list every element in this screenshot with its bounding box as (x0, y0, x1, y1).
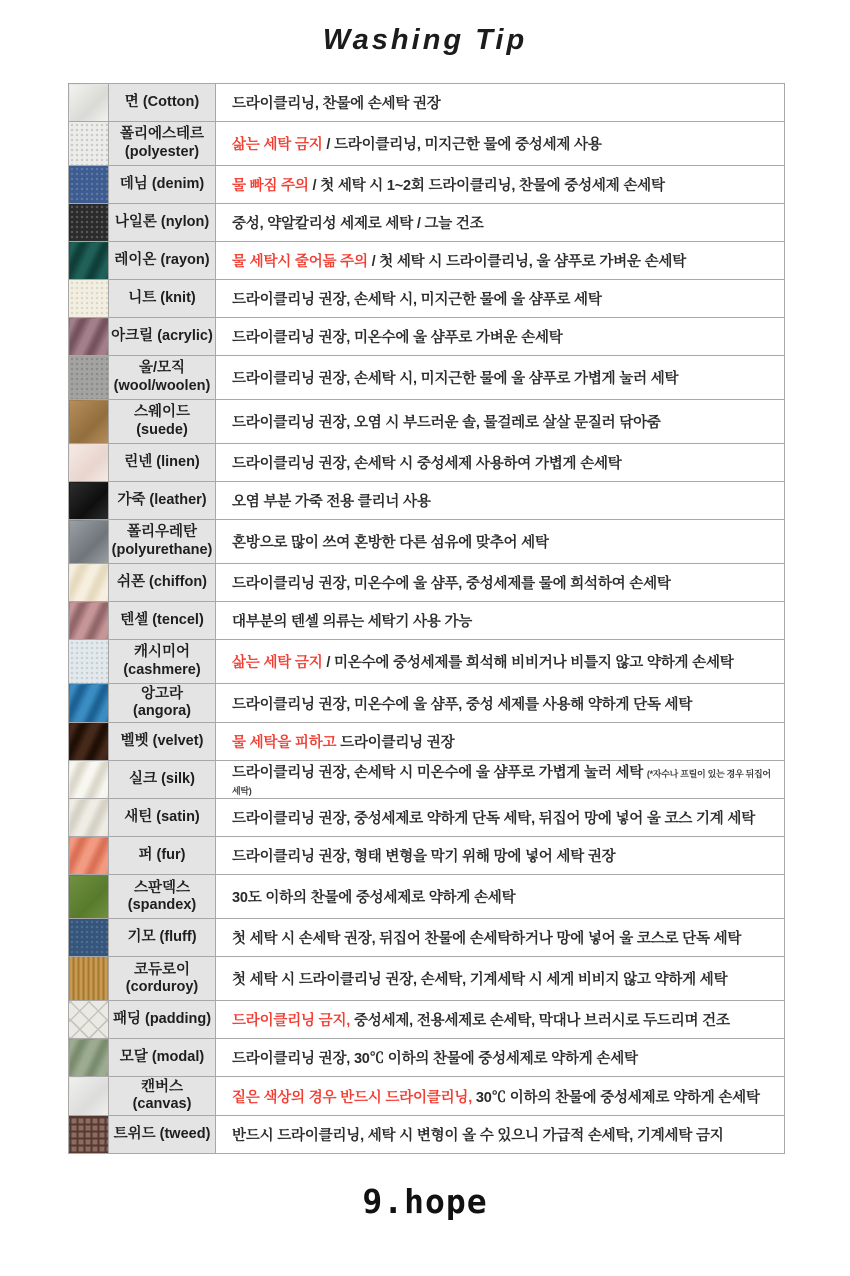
fabric-name: 가죽 (leather) (109, 482, 216, 520)
rayon-fabric-swatch (69, 242, 109, 280)
table-row (69, 84, 785, 122)
washing-instruction (216, 444, 785, 482)
table-row (69, 761, 785, 799)
warning-text: 물 세탁시 줄어듦 주의 (232, 254, 368, 270)
washing-instruction (216, 84, 785, 122)
padding-fabric-swatch (69, 1001, 109, 1039)
instruction-text: 첫 세탁 시 손세탁 권장, 뒤집어 찬물에 손세탁하거나 망에 넣어 울 코스로 단독 세탁 (232, 931, 742, 948)
table-row (69, 204, 785, 242)
satin-fabric-swatch (69, 799, 109, 837)
table-row (69, 602, 785, 640)
fabric-name: 아크릴 (acrylic) (109, 318, 216, 356)
instruction-text: 드라이클리닝 권장, 손세탁 시, 미지근한 물에 울 샴푸로 세탁 (232, 292, 602, 308)
washing-instruction (216, 1001, 785, 1039)
table-row (69, 875, 785, 919)
washing-instruction (216, 280, 785, 318)
washing-table-body (69, 84, 785, 1154)
instruction-text: 드라이클리닝 권장, 손세탁 시 미온수에 울 샴푸로 가볍게 눌러 세탁 (232, 765, 647, 782)
suede-fabric-swatch (69, 400, 109, 444)
table-row (69, 318, 785, 356)
tweed-fabric-swatch (69, 1116, 109, 1154)
washing-instruction (216, 166, 785, 204)
washing-instruction (216, 875, 785, 919)
fabric-name: 린넨 (linen) (109, 444, 216, 482)
instruction-text: 30도 이하의 찬물에 중성세제로 약하게 손세탁 (232, 890, 516, 907)
table-row (69, 444, 785, 482)
fabric-name: 캔버스 (canvas) (109, 1077, 216, 1116)
page-title: Washing Tip (322, 24, 528, 56)
warning-text: 삶는 세탁 금지 (232, 655, 323, 671)
instruction-text: 드라이클리닝 권장, 손세탁 시, 미지근한 물에 울 샴푸로 가볍게 눌러 세탁 (232, 371, 679, 387)
washing-tip-page (0, 24, 850, 1221)
fabric-name: 울/모직 (wool/woolen) (109, 356, 216, 400)
instruction-text: / 첫 세탁 시 드라이클리닝, 울 샴푸로 가벼운 손세탁 (367, 254, 687, 270)
table-row (69, 684, 785, 723)
fabric-name: 스판덱스 (spandex) (109, 875, 216, 919)
table-row (69, 280, 785, 318)
washing-instruction (216, 837, 785, 875)
instruction-text: / 첫 세탁 시 1~2회 드라이클리닝, 찬물에 중성세제 손세탁 (308, 178, 665, 194)
fabric-name: 레이온 (rayon) (109, 242, 216, 280)
fabric-name: 패딩 (padding) (109, 1001, 216, 1039)
instruction-text: 첫 세탁 시 드라이클리닝 권장, 손세탁, 기계세탁 시 세게 비비지 않고 약하게 세탁 (232, 972, 728, 989)
table-row (69, 1039, 785, 1077)
cashmere-fabric-swatch (69, 640, 109, 684)
cotton-fabric-swatch (69, 84, 109, 122)
instruction-text: 중성세제, 전용세제로 손세탁, 막대나 브러시로 두드리며 건조 (350, 1013, 730, 1030)
washing-instruction (216, 684, 785, 723)
instruction-text: 혼방으로 많이 쓰여 혼방한 다른 섬유에 맞추어 세탁 (232, 535, 549, 551)
washing-tip-table (68, 83, 785, 1154)
instruction-text: (*자수나 프릴이 있는 경우 뒤집어 세탁) (232, 769, 771, 797)
washing-instruction (216, 400, 785, 444)
warning-text: 삶는 세탁 금지 (232, 137, 323, 153)
acrylic-fabric-swatch (69, 318, 109, 356)
fabric-name: 데님 (denim) (109, 166, 216, 204)
warning-text: 짙은 색상의 경우 반드시 드라이클리닝, (232, 1089, 473, 1106)
washing-instruction (216, 1077, 785, 1116)
fabric-name: 쉬폰 (chiffon) (109, 564, 216, 602)
washing-instruction (216, 122, 785, 166)
warning-text: 물 세탁을 피하고 (232, 735, 341, 752)
fabric-name: 코듀로이 (corduroy) (109, 957, 216, 1001)
washing-instruction (216, 957, 785, 1001)
polyester-fabric-swatch (69, 122, 109, 166)
table-row (69, 356, 785, 400)
instruction-text: 드라이클리닝 권장, 미온수에 울 샴푸, 중성 세제를 사용해 약하게 단독 세탁 (232, 696, 693, 713)
washing-instruction (216, 761, 785, 799)
table-row (69, 564, 785, 602)
table-row (69, 482, 785, 520)
washing-instruction (216, 1039, 785, 1077)
polyurethane-fabric-swatch (69, 520, 109, 564)
velvet-fabric-swatch (69, 723, 109, 761)
washing-instruction (216, 242, 785, 280)
fur-fabric-swatch (69, 837, 109, 875)
table-row (69, 640, 785, 684)
instruction-text: 오염 부분 가죽 전용 클리너 사용 (232, 494, 431, 510)
spandex-fabric-swatch (69, 875, 109, 919)
brand-logo: 9.hope (362, 1182, 488, 1222)
table-row (69, 242, 785, 280)
table-row (69, 799, 785, 837)
fabric-name: 퍼 (fur) (109, 837, 216, 875)
wool-fabric-swatch (69, 356, 109, 400)
table-row (69, 723, 785, 761)
washing-instruction (216, 318, 785, 356)
chiffon-fabric-swatch (69, 564, 109, 602)
table-row (69, 957, 785, 1001)
silk-fabric-swatch (69, 761, 109, 799)
fabric-name: 새틴 (satin) (109, 799, 216, 837)
washing-instruction (216, 799, 785, 837)
table-row (69, 1001, 785, 1039)
corduroy-fabric-swatch (69, 957, 109, 1001)
tencel-fabric-swatch (69, 602, 109, 640)
washing-instruction (216, 204, 785, 242)
warning-text: 물 빠짐 주의 (232, 178, 309, 194)
fabric-name: 기모 (fluff) (109, 919, 216, 957)
fabric-name: 모달 (modal) (109, 1039, 216, 1077)
instruction-text: 드라이클리닝 권장, 형태 변형을 막기 위해 망에 넣어 세탁 권장 (232, 849, 616, 866)
fabric-name: 벨벳 (velvet) (109, 723, 216, 761)
washing-instruction (216, 640, 785, 684)
fabric-name: 텐셀 (tencel) (109, 602, 216, 640)
instruction-text: / 미온수에 중성세제를 희석해 비비거나 비틀지 않고 약하게 손세탁 (322, 655, 734, 671)
fabric-name: 나일론 (nylon) (109, 204, 216, 242)
fabric-name: 폴리에스테르 (polyester) (109, 122, 216, 166)
instruction-text: 드라이클리닝 권장, 중성세제로 약하게 단독 세탁, 뒤집어 망에 넣어 울 코스 기계 세탁 (232, 811, 756, 828)
fabric-name: 트위드 (tweed) (109, 1116, 216, 1154)
leather-fabric-swatch (69, 482, 109, 520)
fabric-name: 폴리우레탄 (polyurethane) (109, 520, 216, 564)
instruction-text: 드라이클리닝 권장, 30℃ 이하의 찬물에 중성세제로 약하게 손세탁 (232, 1051, 638, 1068)
washing-instruction (216, 564, 785, 602)
washing-instruction (216, 482, 785, 520)
instruction-text: 드라이클리닝 권장, 미온수에 울 샴푸로 가벼운 손세탁 (232, 330, 563, 346)
instruction-text: 드라이클리닝 권장, 오염 시 부드러운 솔, 물걸레로 살살 문질러 닦아줌 (232, 415, 661, 431)
linen-fabric-swatch (69, 444, 109, 482)
table-row (69, 837, 785, 875)
instruction-text: 반드시 드라이클리닝, 세탁 시 변형이 올 수 있으니 가급적 손세탁, 기계세탁 금지 (232, 1128, 724, 1145)
table-row (69, 919, 785, 957)
instruction-text: 드라이클리닝 권장, 미온수에 울 샴푸, 중성세제를 물에 희석하여 손세탁 (232, 576, 671, 592)
washing-instruction (216, 356, 785, 400)
modal-fabric-swatch (69, 1039, 109, 1077)
instruction-text: 드라이클리닝 권장, 손세탁 시 중성세제 사용하여 가볍게 손세탁 (232, 456, 622, 472)
knit-fabric-swatch (69, 280, 109, 318)
table-row (69, 122, 785, 166)
instruction-text: 중성, 약알칼리성 세제로 세탁 / 그늘 건조 (232, 216, 484, 232)
washing-instruction (216, 919, 785, 957)
fabric-name: 스웨이드 (suede) (109, 400, 216, 444)
warning-text: 드라이클리닝 금지, (232, 1013, 351, 1030)
instruction-text: / 드라이클리닝, 미지근한 물에 중성세제 사용 (322, 137, 602, 153)
table-row (69, 1077, 785, 1116)
washing-instruction (216, 602, 785, 640)
table-row (69, 520, 785, 564)
washing-instruction (216, 1116, 785, 1154)
table-row (69, 166, 785, 204)
denim-fabric-swatch (69, 166, 109, 204)
angora-fabric-swatch (69, 684, 109, 723)
washing-instruction (216, 520, 785, 564)
fabric-name: 면 (Cotton) (109, 84, 216, 122)
washing-instruction (216, 723, 785, 761)
instruction-text: 드라이클리닝 권장 (340, 735, 455, 752)
instruction-text: 대부분의 텐셀 의류는 세탁기 사용 가능 (232, 614, 473, 630)
canvas-fabric-swatch (69, 1077, 109, 1116)
fabric-name: 앙고라 (angora) (109, 684, 216, 723)
instruction-text: 드라이클리닝, 찬물에 손세탁 권장 (232, 96, 441, 112)
fabric-name: 실크 (silk) (109, 761, 216, 799)
table-row (69, 400, 785, 444)
table-row (69, 1116, 785, 1154)
nylon-fabric-swatch (69, 204, 109, 242)
instruction-text: 30℃ 이하의 찬물에 중성세제로 약하게 손세탁 (472, 1089, 760, 1106)
fluff-fabric-swatch (69, 919, 109, 957)
fabric-name: 캐시미어 (cashmere) (109, 640, 216, 684)
fabric-name: 니트 (knit) (109, 280, 216, 318)
